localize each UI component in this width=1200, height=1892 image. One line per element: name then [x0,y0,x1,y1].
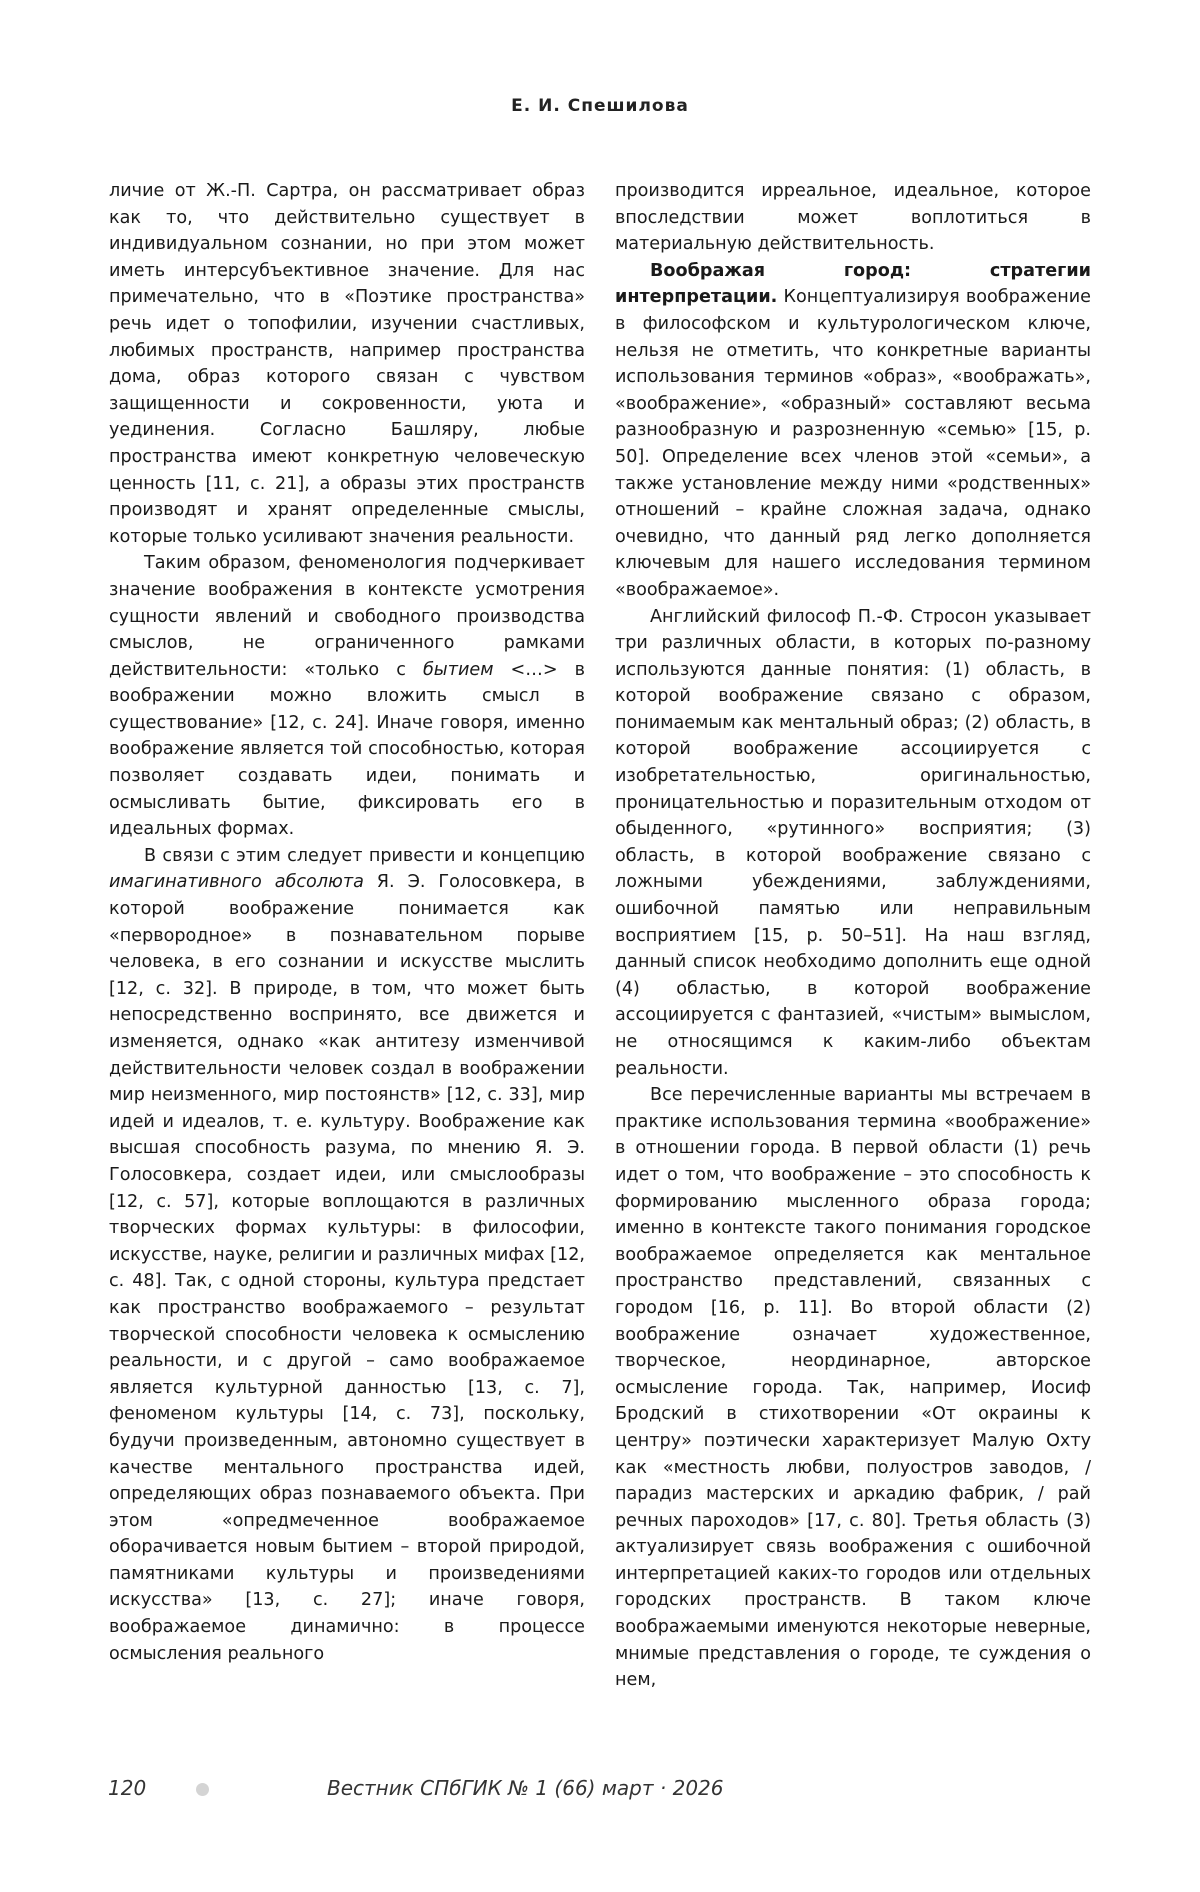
italic-term: имагинативного абсолюта [109,872,364,893]
running-head-author: Е. И. Спешилова [511,96,689,116]
paragraph [615,258,1091,604]
paragraph [109,550,585,843]
page-number: 120 [108,1776,147,1800]
paragraph: личие от Ж.-П. Сартра, он рассматривает образ как то, что действительно существует в индивидуальном сознании, но при этом может иметь интерсубъективное значение. Для нас примечательно, что в «Поэтике пространства» речь идет о топофилии, изучении счастливых, любимых пространств, например пространства дома, образ которого связан с чувством защищенности и сокровенности, уюта и уединения. Согласно Башляру, любые пространства имеют конкретную человеческую ценность [11, с. 21], а образы этих пространств производят и хранят определенные смыслы, которые только усиливают значения реальности. [109,181,585,547]
footer [0,1776,1200,1806]
paragraph-text: Таким образом, феноменология подчеркивает значение воображения в контексте усмотрения сущности явлений и свободного производства смыслов, не ограниченного рамками действительности: «только с [109,553,585,680]
section-heading: Воображая город: стратегии интерпретации. [615,260,1091,308]
paragraph-text: <…> в воображении можно вложить смысл в существование» [12, с. 24]. Иначе говоря, именно воображение является той способностью, которая позволяет создавать идеи, понимать и осмысливать бытие, фиксировать его в идеальных формах. [109,659,585,840]
paragraph-text: В связи с этим следует привести и концепцию [144,845,585,866]
italic-term: бытием [422,659,494,680]
paragraph [109,843,585,1667]
journal-title: Вестник СПбГИК № 1 (66) март · 2026 [327,1776,724,1800]
paragraph-text: Я. Э. Голосовкера, в которой воображение понимается как «первородное» в познавательном порыве человека, в его сознании и искусстве мыслить [12, с. 32]. В природе, в том, что может быть непосредственно воспринято, все движется и изменяется, однако «как антитезу изменчивой действительности человек создал в воображении мир неизменного, мир постоянств» [12, с. 33], мир идей и идеалов, т. е. культуру. Воображение как высшая способность разума, по мнению Я. Э. Голосовкера, создает идеи, или смыслообразы [12, с. 57], которые воплощаются в различных творческих формах культуры: в философии, искусстве, науке, религии и различных мифах [12, с. 48]. Так, с одной стороны, культура предстает как пространство воображаемого – результат творческой способности человека к осмыслению реальности, и с другой – само воображаемое является культурной данностью [13, с. 7], феноменом культуры [14, с. 73], поскольку, будучи произведенным, автономно существует в качестве ментального пространства идей, определяющих образ познаваемого объекта. При этом «опредмеченное воображаемое оборачивается новым бытием – второй природой, памятниками культуры и произведениями искусства» [13, с. 27]; иначе говоря, воображаемое динамично: в процессе осмысления реального [109,872,586,1664]
paragraph: производится ирреальное, идеальное, которое впоследствии может воплотиться в материальную действительность. [615,181,1091,255]
paragraph: Английский философ П.-Ф. Стросон указывает три различных области, в которых по-разному используются данные понятия: (1) область, в которой воображение связано с образом, понимаемым как ментальный образ; (2) область, в которой воображение ассоциируется с изобретательностью, оригинальностью, проницательностью и поразительным отходом от обыденного, «рутинного» восприятия; (3) область, в которой воображение связано с ложными убеждениями, заблуждениями, ошибочной памятью или неправильным восприятием [15, p. 50–51]. На наш взгляд, данный список необходимо дополнить еще одной (4) областью, в которой воображение ассоциируется с фантазией, «чистым» вымыслом, не относящимся к каким-либо объектам реальности. [615,606,1091,1079]
paragraph-text: Концептуализируя воображение в философском и культурологическом ключе, нельзя не отметить, что конкретные варианты использования терминов «образ», «воображать», «воображение», «образный» составляют весьма разнообразную и разрозненную «семью» [15, p. 50]. Определение всех членов этой «семьи», а также установление между ними «родственных» отношений – крайне сложная задача, однако очевидно, что данный ряд легко дополняется ключевым для нашего исследования термином «воображаемое». [615,287,1091,600]
paragraph: Все перечисленные варианты мы встречаем в практике использования термина «воображение» в отношении города. В первой области (1) речь идет о том, что воображение – это способность к формированию мысленного образа города; именно в контексте такого понимания городское воображаемое определяется как ментальное пространство представлений, связанных с городом [16, p. 11]. Во второй области (2) воображение означает художественное, творческое, неординарное, авторское осмысление города. Так, например, Иосиф Бродский в стихотворении «От окраины к центру» поэтически характеризует Малую Охту как «местность любви, полуостров заводов, / парадиз мастерских и аркадию фабрик, / рай речных пароходов» [17, с. 80]. Третья область (3) актуализирует связь воображения с ошибочной интерпретацией каких-то городов или отдельных городских пространств. В таком ключе воображаемыми именуются некоторые неверные, мнимые представления о городе, те суждения о нем, [615,1085,1091,1691]
right-column [615,178,1091,1694]
left-column [109,178,585,1667]
separator-dot-icon [196,1783,209,1796]
